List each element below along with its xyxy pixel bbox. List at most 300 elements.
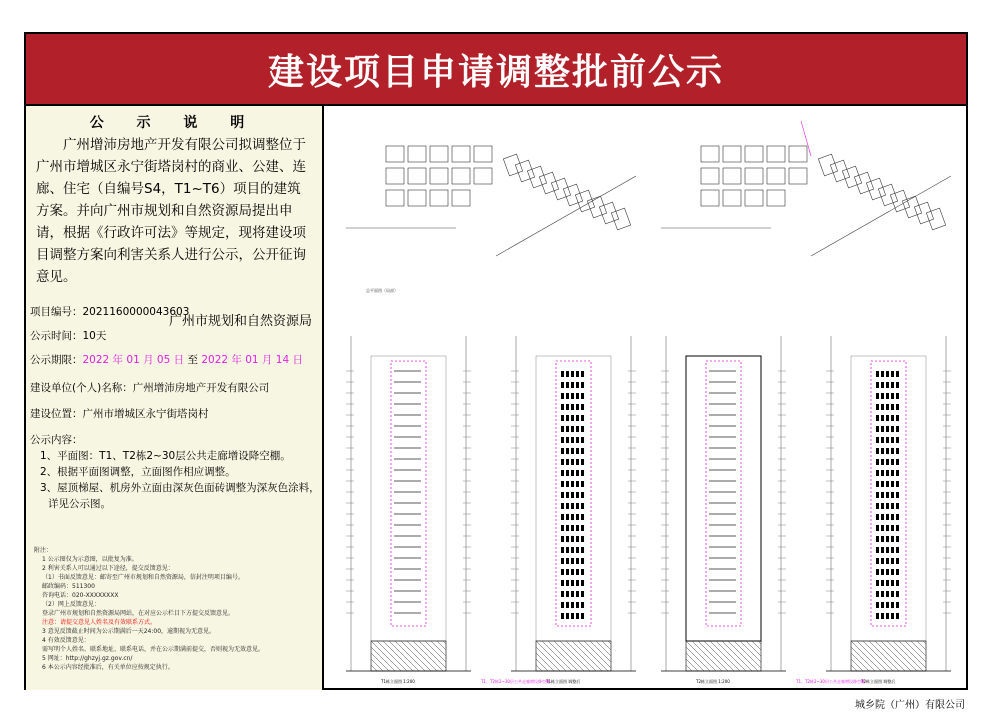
window (571, 492, 574, 498)
window (876, 569, 879, 575)
window (566, 514, 569, 520)
window (886, 371, 889, 377)
hatch (905, 641, 926, 662)
site-building (611, 208, 630, 230)
hatch (893, 641, 923, 671)
window (576, 437, 579, 443)
hatch (395, 641, 425, 671)
site-building (515, 160, 534, 182)
window (886, 448, 889, 454)
window (881, 536, 884, 542)
hatch (857, 641, 887, 671)
site-building (854, 172, 873, 194)
window (876, 558, 879, 564)
site-building (503, 154, 522, 176)
window (876, 547, 879, 553)
hatch (431, 641, 446, 656)
note-line: 3 意见反馈截止时间为公示期满后一天24:00，逾期视为无意见。 (42, 628, 216, 635)
note-line: 注意：请提交意见人姓名及有效联系方式。 (42, 619, 157, 626)
window (581, 371, 584, 377)
window (876, 503, 879, 509)
window (881, 569, 884, 575)
hatch (728, 641, 758, 671)
window (561, 569, 564, 575)
window (561, 470, 564, 476)
window (566, 558, 569, 564)
window (571, 371, 574, 377)
window (581, 415, 584, 421)
duration: 公示时间：10天 (30, 330, 107, 342)
window (881, 602, 884, 608)
drawing-caption: T1、T2栋2~30层公共走廊增设降空棚 (481, 679, 550, 684)
window (891, 459, 894, 465)
window (881, 492, 884, 498)
hatch (536, 659, 548, 671)
drawing-caption: T2栋立面图 1:200 (696, 679, 730, 684)
window (576, 426, 579, 432)
window (891, 371, 894, 377)
window (876, 613, 879, 619)
window (896, 426, 899, 432)
change-highlight (391, 361, 426, 626)
hatch (536, 641, 566, 671)
hatch (401, 641, 431, 671)
window (576, 470, 579, 476)
site-building (723, 190, 741, 206)
window (891, 558, 894, 564)
window (576, 602, 579, 608)
window (881, 437, 884, 443)
site-building (599, 202, 618, 224)
window (576, 536, 579, 542)
note-line: （1）书面反馈意见：邮寄至广州市规划和自然资源局，信封注明项目编号。 (42, 574, 244, 581)
window (566, 492, 569, 498)
site-building (386, 168, 404, 184)
window (876, 371, 879, 377)
window (576, 613, 579, 619)
window (896, 613, 899, 619)
window (886, 514, 889, 520)
window (581, 437, 584, 443)
hatch (377, 641, 407, 671)
window (566, 371, 569, 377)
site-building (878, 184, 897, 206)
window (876, 415, 879, 421)
site-building (723, 168, 741, 184)
hatch (716, 641, 746, 671)
window (876, 580, 879, 586)
hatch (371, 659, 383, 671)
content: 公示内容： 1、平面图：T1、T2栋2~30层公共走廊增设降空棚。 2、根据平面图调整，立面图作相应调整。 3、屋顶梯屋、机房外立面由深灰色面砖调整为深灰色涂料， 详见公示图。 (30, 434, 320, 510)
window (891, 525, 894, 531)
hatch (584, 641, 611, 668)
hatch (686, 659, 698, 671)
window (566, 404, 569, 410)
window (576, 580, 579, 586)
site-building (474, 168, 492, 184)
window (896, 503, 899, 509)
hatch (851, 659, 863, 671)
window (576, 415, 579, 421)
site-building (386, 190, 404, 206)
hatch (692, 641, 722, 671)
window (576, 558, 579, 564)
window (891, 415, 894, 421)
window (886, 613, 889, 619)
notice-paragraph: 广州增沛房地产开发有限公司拟调整位于广州市增城区永宁街塔岗村的商业、公建、连廊、住宅（自编号S4，T1~T6）项目的建筑方案。并向广州市规划和自然资源局提出申请，根据《行政许可法》等规定，现将建设项目调整方案向利害关系人进行公示，公开征询意见。 (36, 137, 306, 285)
hatch (608, 641, 611, 644)
window (896, 448, 899, 454)
window (576, 503, 579, 509)
site-building (701, 168, 719, 184)
leader-line (801, 121, 811, 156)
site-building (745, 146, 763, 162)
window (561, 591, 564, 597)
window (561, 415, 564, 421)
window (891, 569, 894, 575)
window (896, 371, 899, 377)
window (896, 536, 899, 542)
window (881, 591, 884, 597)
window (566, 591, 569, 597)
window (561, 547, 564, 553)
location: 建设位置：广州市增城区永宁街塔岗村 (30, 408, 209, 420)
window (561, 393, 564, 399)
window (896, 437, 899, 443)
window (576, 591, 579, 597)
site-building (408, 168, 426, 184)
window (571, 580, 574, 586)
window (886, 415, 889, 421)
window (896, 547, 899, 553)
window (891, 426, 894, 432)
window (561, 580, 564, 586)
window (886, 547, 889, 553)
window (891, 613, 894, 619)
site-building (818, 154, 837, 176)
window (881, 371, 884, 377)
window (891, 492, 894, 498)
hatch (419, 641, 446, 668)
window (876, 481, 879, 487)
window (566, 503, 569, 509)
hatch (851, 641, 881, 671)
window (891, 393, 894, 399)
window (576, 448, 579, 454)
hatch (371, 647, 395, 671)
hatch (554, 641, 584, 671)
window (876, 437, 879, 443)
building-outline (371, 356, 446, 641)
note-line: 2 利害关系人可以通过以下途径，提交反馈意见： (42, 565, 174, 572)
site-building (767, 168, 785, 184)
window (881, 426, 884, 432)
hatch (911, 641, 926, 656)
hatch (407, 641, 437, 671)
hatch (413, 641, 443, 671)
window (886, 503, 889, 509)
window (896, 404, 899, 410)
window (581, 470, 584, 476)
window (581, 558, 584, 564)
window (876, 393, 879, 399)
window (576, 481, 579, 487)
window (896, 558, 899, 564)
window (896, 459, 899, 465)
notice-panel (26, 106, 324, 690)
hatch (863, 641, 893, 671)
window (581, 536, 584, 542)
hatch (536, 665, 542, 671)
site-building (866, 178, 885, 200)
window (561, 536, 564, 542)
window (571, 382, 574, 388)
window (881, 613, 884, 619)
window (571, 459, 574, 465)
page-title: 建设项目申请调整批前公示 (267, 51, 724, 93)
window (881, 415, 884, 421)
window (891, 481, 894, 487)
window (886, 580, 889, 586)
window (886, 569, 889, 575)
hatch (710, 641, 740, 671)
window (581, 492, 584, 498)
notice-frame (24, 32, 968, 690)
site-building (587, 196, 606, 218)
window (561, 404, 564, 410)
window (886, 591, 889, 597)
header-banner (26, 34, 966, 106)
hatch (704, 641, 734, 671)
window (896, 470, 899, 476)
window (581, 448, 584, 454)
hatch (746, 641, 761, 656)
site-building (902, 196, 921, 218)
window (576, 382, 579, 388)
window (891, 580, 894, 586)
site-building (430, 146, 448, 162)
window (566, 525, 569, 531)
window (571, 602, 574, 608)
window (571, 569, 574, 575)
window (561, 481, 564, 487)
site-building (789, 146, 807, 162)
window (876, 459, 879, 465)
hatch (371, 665, 377, 671)
window (876, 514, 879, 520)
window (581, 613, 584, 619)
window (571, 393, 574, 399)
drawing-caption: T2栋立面图 调整后 (861, 679, 896, 684)
site-building (926, 208, 945, 230)
site-building (701, 146, 719, 162)
hatch (851, 665, 857, 671)
window (881, 459, 884, 465)
hatch (899, 641, 926, 668)
window (886, 382, 889, 388)
window (561, 525, 564, 531)
window (571, 536, 574, 542)
window (886, 437, 889, 443)
building-outline (686, 356, 761, 641)
drawings (326, 106, 966, 690)
site-building (701, 190, 719, 206)
hatch (371, 641, 401, 671)
drawing-caption: T1栋立面图 调整后 (546, 679, 581, 684)
notes (34, 546, 319, 672)
window (896, 382, 899, 388)
window (581, 426, 584, 432)
site-building (430, 190, 448, 206)
window (576, 459, 579, 465)
window (566, 382, 569, 388)
window (896, 602, 899, 608)
window (891, 514, 894, 520)
window (576, 525, 579, 531)
window (891, 602, 894, 608)
window (876, 536, 879, 542)
hatch (596, 641, 611, 656)
window (881, 525, 884, 531)
note-line: 咨询电话：020-XXXXXXXX (42, 592, 119, 599)
window (881, 448, 884, 454)
hatch (443, 641, 446, 644)
window (886, 536, 889, 542)
window (571, 591, 574, 597)
window (566, 481, 569, 487)
hatch (425, 641, 446, 662)
site-building (745, 190, 763, 206)
window (896, 481, 899, 487)
window (876, 591, 879, 597)
window (581, 580, 584, 586)
note-line: 登录广州市规划和自然资源局网站，在对应公示栏目下方提交反馈意见。 (42, 610, 235, 617)
site-building (723, 146, 741, 162)
window (886, 404, 889, 410)
window (881, 393, 884, 399)
window (571, 448, 574, 454)
hatch (383, 641, 413, 671)
site-building (408, 190, 426, 206)
panel-heading: 公 示 说 明 (89, 115, 259, 131)
window (566, 393, 569, 399)
window (886, 459, 889, 465)
site-building (551, 178, 570, 200)
window (886, 558, 889, 564)
window (896, 525, 899, 531)
window (561, 382, 564, 388)
site-building (452, 146, 470, 162)
note-line: 需写明个人姓名、联系地址、联系电话，并在公示期满前提交，否则视为无效意见。 (42, 646, 265, 653)
hatch (881, 641, 911, 671)
window (886, 426, 889, 432)
window (581, 569, 584, 575)
window (561, 459, 564, 465)
site-building (386, 146, 404, 162)
window (896, 415, 899, 421)
window (576, 404, 579, 410)
window (561, 558, 564, 564)
window (566, 602, 569, 608)
window (581, 503, 584, 509)
window (881, 580, 884, 586)
window (566, 437, 569, 443)
hatch (542, 641, 572, 671)
window (576, 371, 579, 377)
project-number: 项目编号：2021160000043603 (30, 306, 190, 318)
site-building (767, 146, 785, 162)
window (896, 514, 899, 520)
window (576, 393, 579, 399)
window (876, 448, 879, 454)
hatch (887, 641, 917, 671)
window (571, 404, 574, 410)
site-building (842, 166, 861, 188)
window (896, 393, 899, 399)
drawing-caption: 总平面图（局部） (366, 288, 398, 293)
site-building (430, 168, 448, 184)
window (571, 503, 574, 509)
site-building (830, 160, 849, 182)
window (576, 547, 579, 553)
window (566, 547, 569, 553)
window (876, 426, 879, 432)
hatch (923, 641, 926, 644)
site-building (408, 146, 426, 162)
window (881, 481, 884, 487)
window (876, 525, 879, 531)
window (576, 492, 579, 498)
window (886, 481, 889, 487)
window (886, 525, 889, 531)
note-line: 6 本公示内容经批准后，有关单位应按规定执行。 (42, 664, 174, 671)
window (571, 415, 574, 421)
hatch (590, 641, 611, 662)
window (881, 558, 884, 564)
window (881, 514, 884, 520)
window (891, 404, 894, 410)
window (876, 382, 879, 388)
hatch (536, 647, 560, 671)
window (581, 459, 584, 465)
note-line: （2）网上反馈意见： (42, 601, 100, 608)
window (891, 547, 894, 553)
window (881, 404, 884, 410)
site-building (452, 168, 470, 184)
window (571, 437, 574, 443)
unit: 建设单位(个人)名称：广州增沛房地产开发有限公司 (30, 382, 270, 394)
window (881, 547, 884, 553)
hatch (560, 641, 590, 671)
window (581, 602, 584, 608)
agency-name: 广州市规划和自然资源局 (168, 314, 312, 329)
hatch (740, 641, 761, 662)
window (896, 492, 899, 498)
window (571, 558, 574, 564)
window (561, 613, 564, 619)
window (891, 382, 894, 388)
window (891, 470, 894, 476)
window (566, 415, 569, 421)
hatch (875, 641, 905, 671)
hatch (722, 641, 752, 671)
window (576, 514, 579, 520)
window (891, 448, 894, 454)
site-building (745, 168, 763, 184)
drawing-caption: T1、T2栋2~30层公共走廊增设降空棚 (796, 679, 865, 684)
window (581, 591, 584, 597)
window (571, 547, 574, 553)
